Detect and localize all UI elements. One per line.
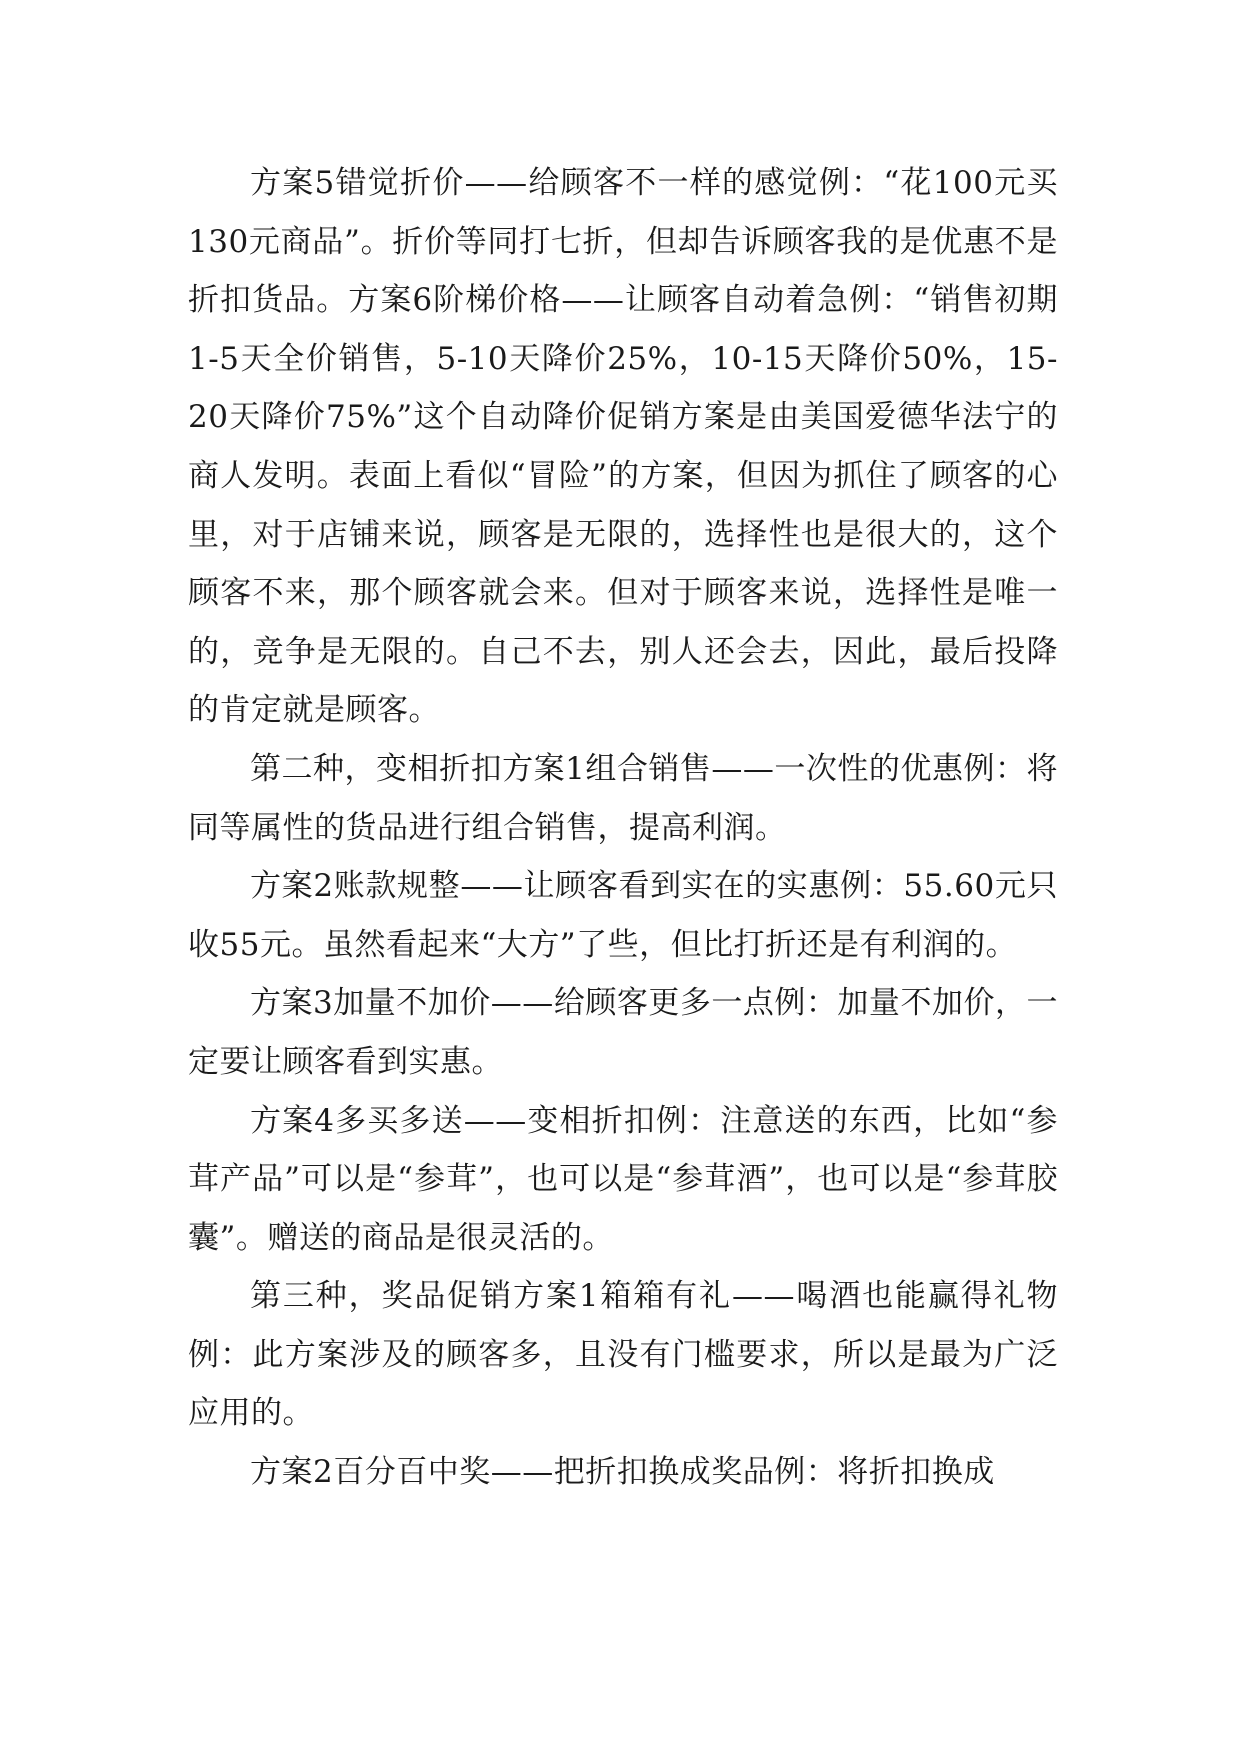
- paragraph-buy-more-get-more: 方案4多买多送——变相折扣例：注意送的东西，比如“参茸产品”可以是“参茸”，也可以是“参茸酒”，也可以是“参茸胶囊”。赠送的商品是很灵活的。: [188, 1102, 1058, 1256]
- paragraph-guaranteed-prize: 方案2百分百中奖——把折扣换成奖品例：将折扣换成: [250, 1454, 995, 1491]
- document-body: [188, 154, 1058, 1502]
- paragraph-illusion-discount: 方案5错觉折价——给顾客不一样的感觉例：“花100元买130元商品”。折价等同打七折，但却告诉顾客我的是优惠不是折扣货品。方案6阶梯价格——让顾客自动着急例：“销售初期1-5天全价销售，5-10天降价25%，10-15天降价50%，15-20天降价75%”这个自动降价促销方案是由美国爱德华法宁的商人发明。表面上看似“冒险”的方案，但因为抓住了顾客的心里，对于店铺来说，顾客是无限的，选择性也是很大的，这个顾客不来，那个顾客就会来。但对于顾客来说，选择性是唯一的，竞争是无限的。自己不去，别人还会去，因此，最后投降的肯定就是顾客。: [188, 165, 1058, 729]
- paragraph-bill-rounding: 方案2账款规整——让顾客看到实在的实惠例：55.60元只收55元。虽然看起来“大方”了些，但比打折还是有利润的。: [188, 868, 1058, 963]
- paragraph-more-quantity: 方案3加量不加价——给顾客更多一点例：加量不加价，一定要让顾客看到实惠。: [188, 985, 1058, 1080]
- paragraph-prize-promotion: 第三种，奖品促销方案1箱箱有礼——喝酒也能赢得礼物例：此方案涉及的顾客多，且没有门槛要求，所以是最为广泛应用的。: [188, 1278, 1058, 1432]
- paragraph-combo-sale: 第二种，变相折扣方案1组合销售——一次性的优惠例：将同等属性的货品进行组合销售，提高利润。: [188, 750, 1058, 846]
